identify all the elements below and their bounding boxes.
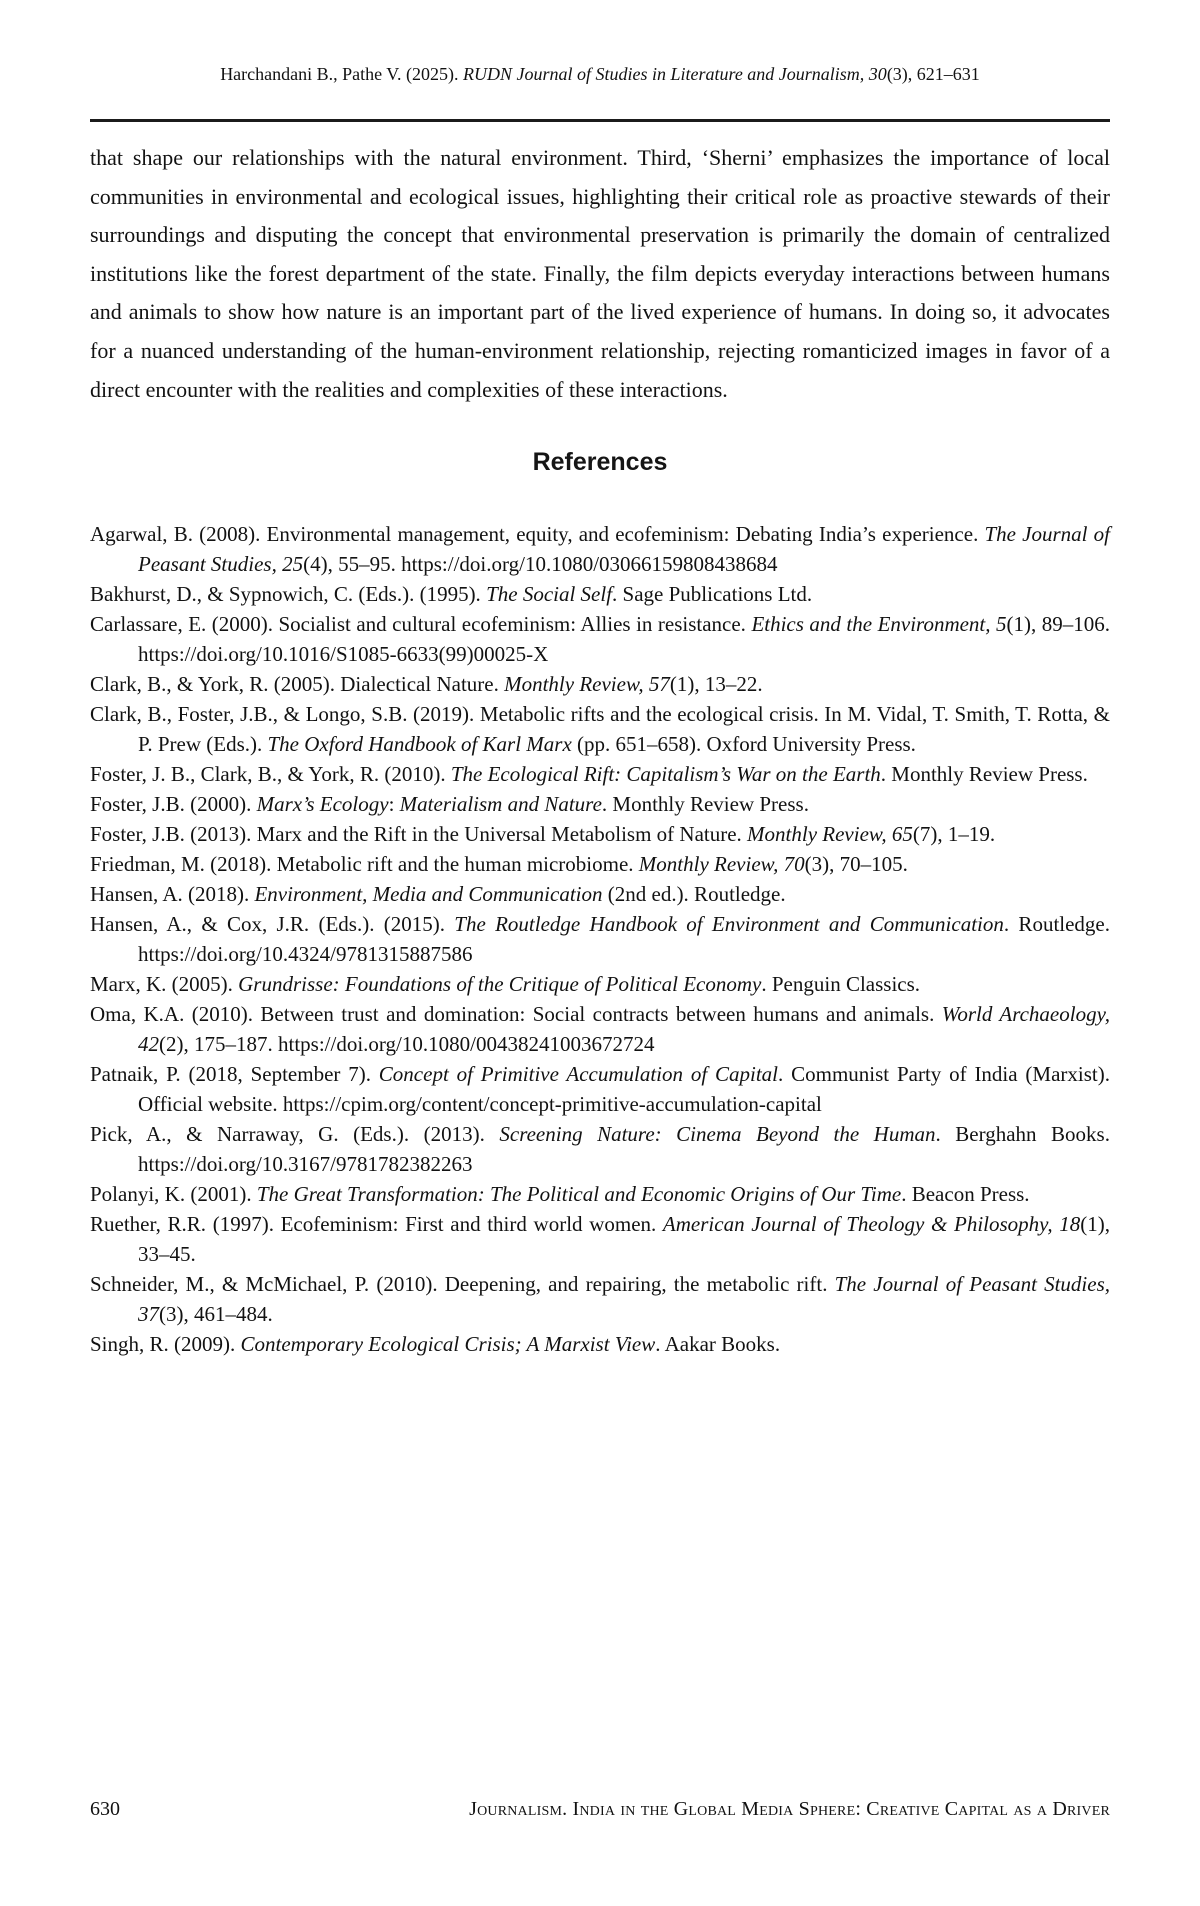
reference-entry: Clark, B., & York, R. (2005). Dialectical Nature. Monthly Review, 57(1), 13–22. <box>90 672 763 697</box>
reference-entry: Clark, B., Foster, J.B., & Longo, S.B. (2019). Metabolic rifts and the ecological crisis. In M. Vidal, T. Smith, T. Rotta, & P. Prew (Eds.). The Oxford Handbook of Karl Marx (pp. 651–658). Oxford University Press. <box>90 702 1110 757</box>
reference-entry: Ruether, R.R. (1997). Ecofeminism: First and third world women. American Journal of Theology & Philosophy, 18(1), 33–45. <box>90 1212 1110 1267</box>
reference-entry: Hansen, A., & Cox, J.R. (Eds.). (2015). The Routledge Handbook of Environment and Communication. Routledge. https://doi.org/10.4324/9781315887586 <box>90 912 1111 967</box>
reference-entry: Carlassare, E. (2000). Socialist and cultural ecofeminism: Allies in resistance. Ethics and the Environment, 5(1), 89–106. https://doi.org/10.1016/S1085-6633(99)00025-X <box>90 612 1110 667</box>
reference-entry: Foster, J.B. (2013). Marx and the Rift in the Universal Metabolism of Nature. Monthly Review, 65(7), 1–19. <box>90 822 996 847</box>
reference-entry: Polanyi, K. (2001). The Great Transformation: The Political and Economic Origins of Our Time. Beacon Press. <box>90 1182 1030 1207</box>
header-divider <box>90 119 1110 122</box>
reference-entry: Foster, J.B. (2000). Marx’s Ecology: Materialism and Nature. Monthly Review Press. <box>90 792 809 817</box>
running-head-citation: Harchandani B., Pathe V. (2025). RUDN Journal of Studies in Literature and Journalism, 30(3), 621–631 <box>220 64 980 84</box>
references-heading: References <box>532 448 668 477</box>
references-list <box>90 519 1110 1359</box>
page-number: 630 <box>90 1798 120 1820</box>
reference-entry: Schneider, M., & McMichael, P. (2010). Deepening, and repairing, the metabolic rift. The Journal of Peasant Studies, 37(3), 461–484. <box>90 1272 1110 1327</box>
reference-entry: Agarwal, B. (2008). Environmental management, equity, and ecofeminism: Debating India’s experience. The Journal of Peasant Studies, 25(4), 55–95. https://doi.org/10.1080/03066159808438684 <box>90 522 1110 577</box>
reference-entry: Singh, R. (2009). Contemporary Ecological Crisis; A Marxist View. Aakar Books. <box>90 1332 781 1357</box>
running-footer-title: Journalism. India in the Global Media Sphere: Creative Capital as a Driver <box>469 1798 1110 1820</box>
reference-entry: Hansen, A. (2018). Environment, Media and Communication (2nd ed.). Routledge. <box>90 882 786 907</box>
page-footer <box>90 1798 1110 1821</box>
reference-entry: Oma, K.A. (2010). Between trust and domination: Social contracts between humans and animals. World Archaeology, 42(2), 175–187. https://doi.org/10.1080/00438241003672724 <box>90 1002 1110 1057</box>
reference-entry: Patnaik, P. (2018, September 7). Concept of Primitive Accumulation of Capital. Communist Party of India (Marxist). Official website. https://cpim.org/content/concept-primitive-accumulation-capital <box>90 1062 1110 1117</box>
reference-entry: Pick, A., & Narraway, G. (Eds.). (2013). Screening Nature: Cinema Beyond the Human. Berghahn Books. https://doi.org/10.3167/9781782382263 <box>90 1122 1110 1177</box>
reference-entry: Friedman, M. (2018). Metabolic rift and the human microbiome. Monthly Review, 70(3), 70–105. <box>90 852 908 877</box>
reference-entry: Bakhurst, D., & Sypnowich, C. (Eds.). (1995). The Social Self. Sage Publications Ltd. <box>90 582 813 607</box>
reference-entry: Foster, J. B., Clark, B., & York, R. (2010). The Ecological Rift: Capitalism’s War on the Earth. Monthly Review Press. <box>90 762 1088 787</box>
article-paragraph: that shape our relationships with the natural environment. Third, ‘Sherni’ emphasizes the importance of local communities in environmental and ecological issues, highlighting their critical role as proactive stewards of their surroundings and disputing the concept that environmental preservation is primarily the domain of centralized institutions like the forest department of the state. Finally, the film depicts everyday interactions between humans and animals to show how nature is an important part of the lived experience of humans. In doing so, it advocates for a nuanced understanding of the human-environment relationship, rejecting romanticized images in favor of a direct encounter with the realities and complexities of these interactions. <box>90 145 1110 402</box>
reference-entry: Marx, K. (2005). Grundrisse: Foundations of the Critique of Political Economy. Penguin Classics. <box>90 972 921 997</box>
